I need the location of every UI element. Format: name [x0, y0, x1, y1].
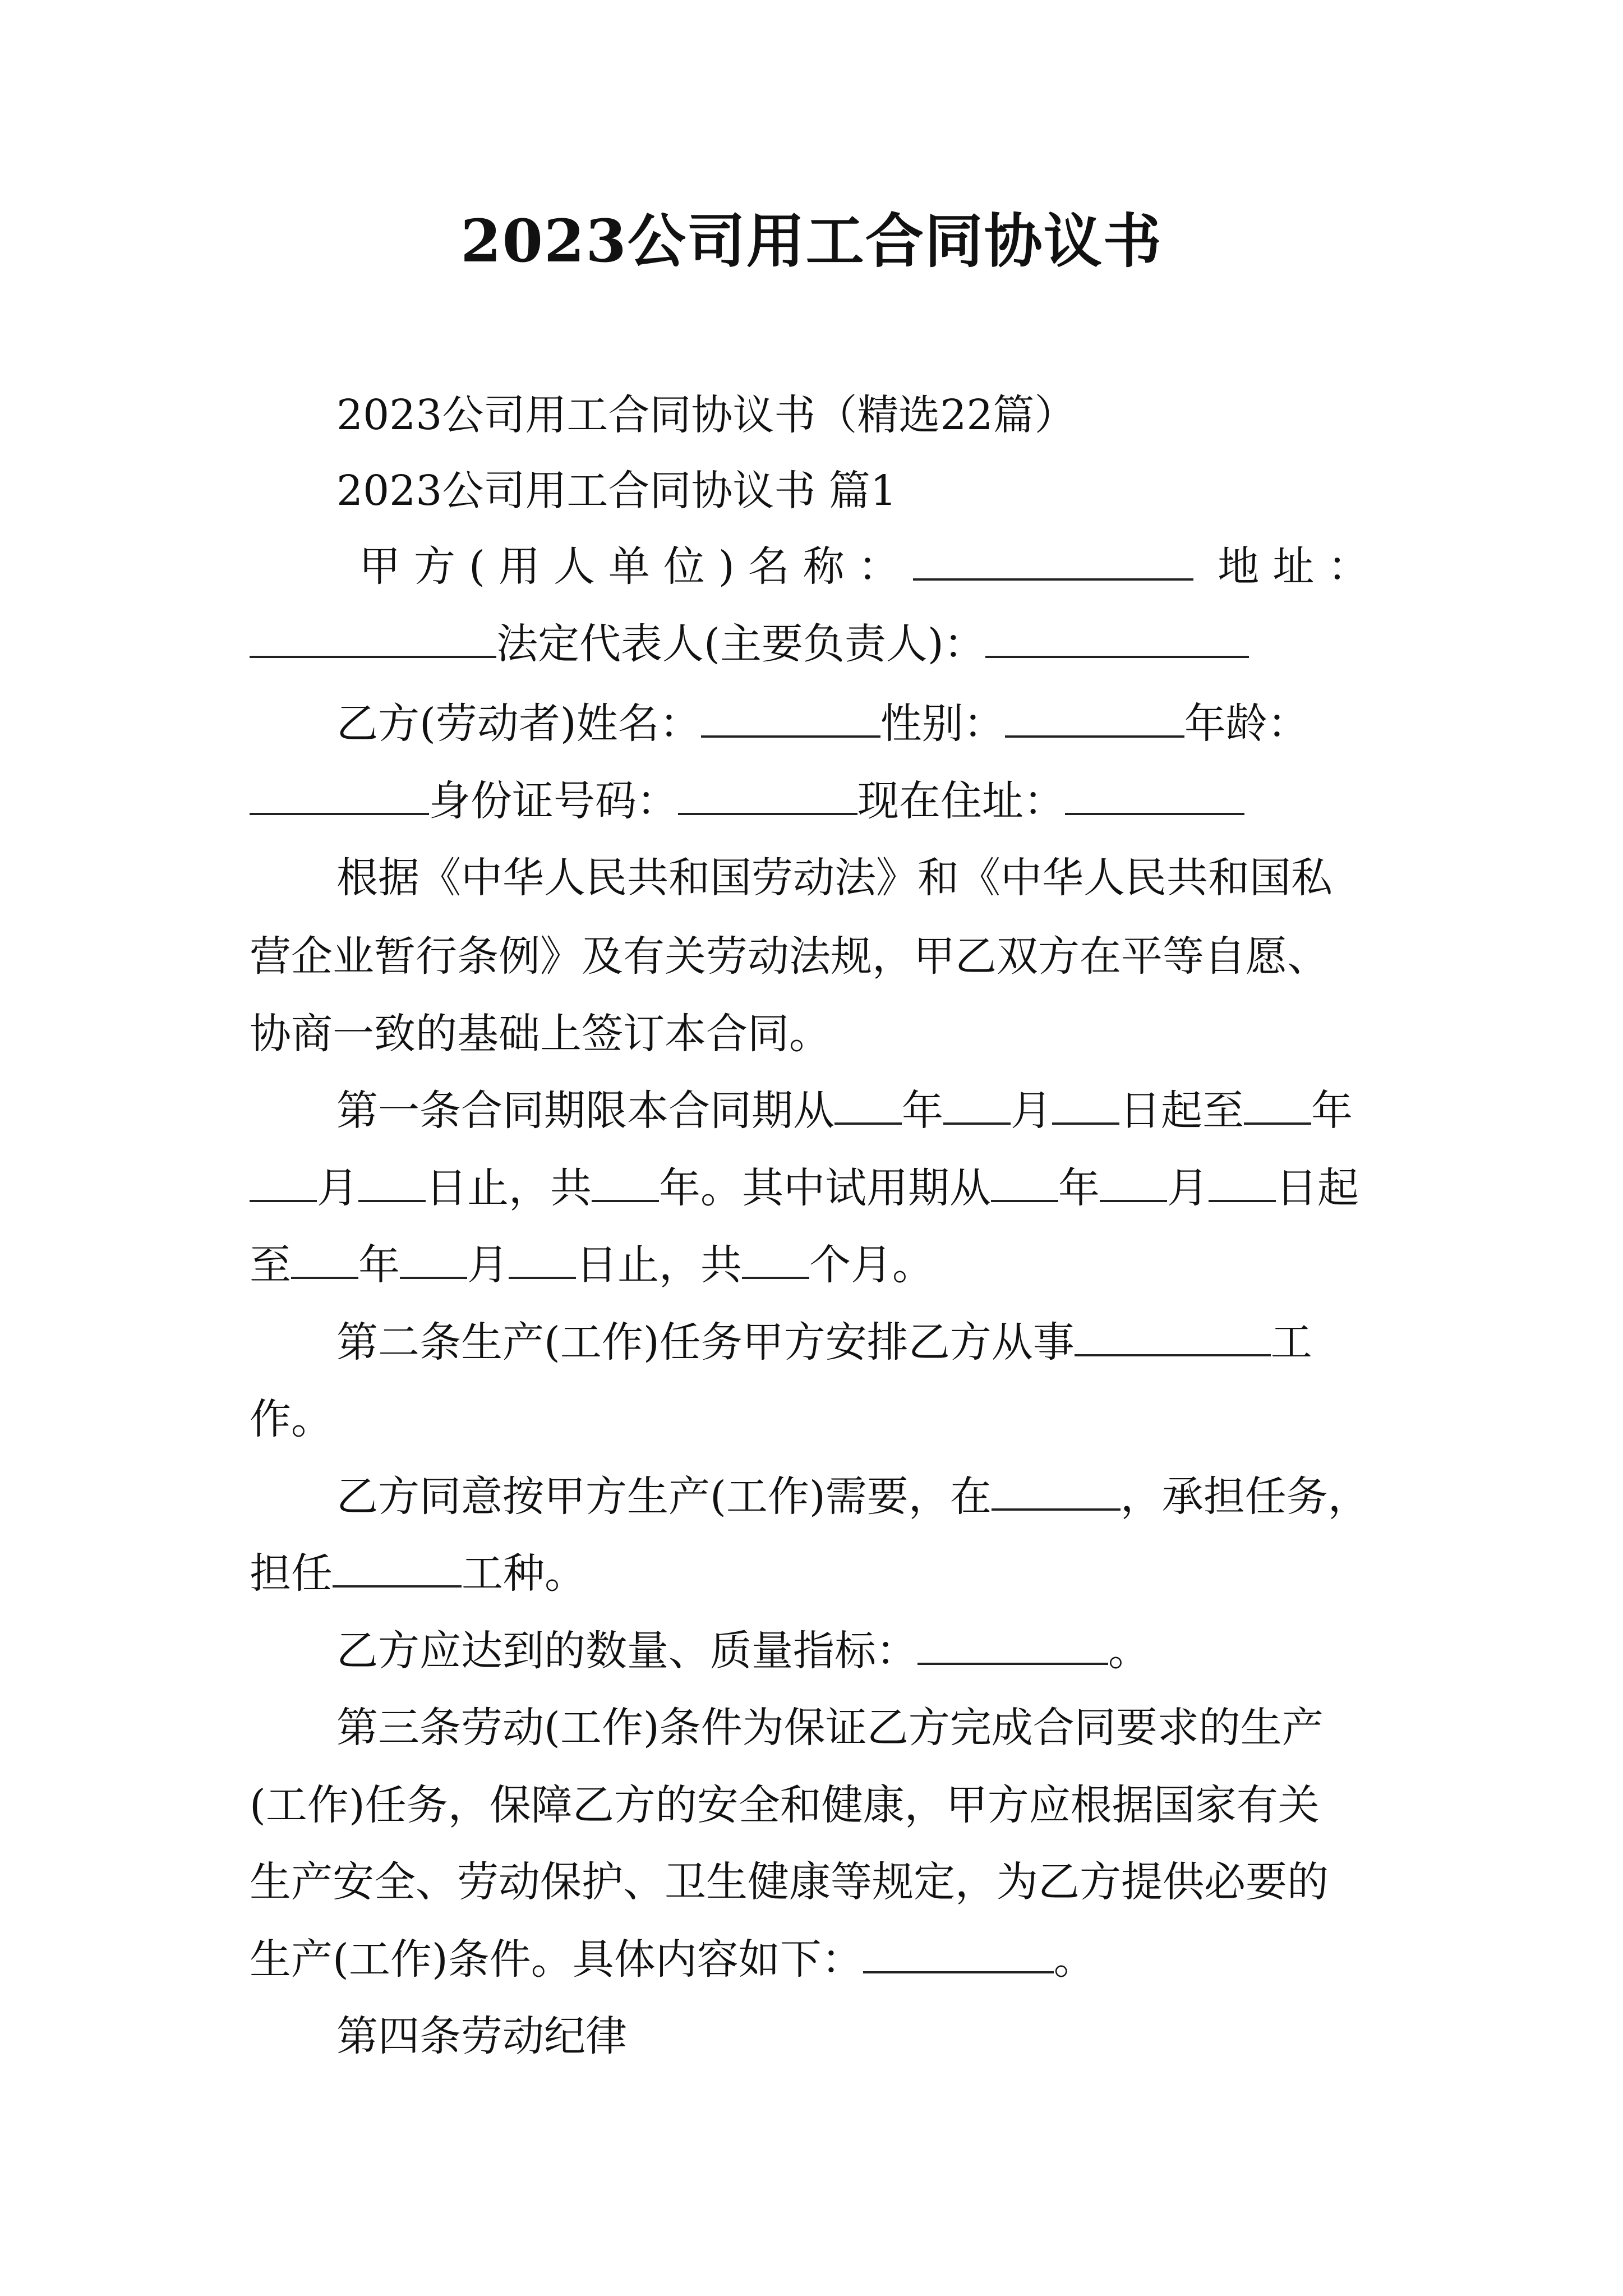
article-2-line-1: [336, 1312, 1402, 1373]
art2-text: 。: [1108, 1627, 1150, 1675]
blank: [943, 1090, 1011, 1125]
blank: [1244, 1090, 1311, 1125]
basis-line-2: 营企业暂行条例》及有关劳动法规，甲乙双方在平等自愿、: [250, 932, 1329, 981]
art3-text: 。: [1053, 1935, 1095, 1984]
article-2-para-3: [336, 1620, 1402, 1682]
party-b-residence-blank: [1065, 780, 1244, 815]
art1-text: 日止，共: [426, 1164, 592, 1212]
blank: [863, 1939, 1054, 1973]
art1-text: 月: [1167, 1164, 1209, 1212]
party-b-gender-blank: [1005, 703, 1184, 738]
party-b-gender-label: 性别：: [880, 700, 1005, 748]
art1-text: 第一条合同期限本合同期从: [336, 1087, 834, 1135]
art3-text: 生产(工作)条件。具体内容如下：: [250, 1935, 863, 1984]
blank: [1052, 1090, 1119, 1125]
art2-text: 乙方应达到的数量、质量指标：: [336, 1627, 917, 1675]
article-3-line-2: (工作)任务，保障乙方的安全和健康，甲方应根据国家有关: [250, 1781, 1320, 1829]
article-1-line-1: [336, 1080, 1402, 1142]
blank: [1209, 1167, 1276, 1202]
party-b-id-blank: [678, 780, 857, 815]
blank: [509, 1244, 576, 1279]
party-a-name-blank: [913, 546, 1193, 581]
article-3-line-3: 生产安全、劳动保护、卫生健康等规定，为乙方提供必要的: [250, 1858, 1329, 1906]
blank: [991, 1167, 1058, 1202]
art2-text: 担任: [250, 1549, 333, 1598]
party-a-rep-blank: [985, 623, 1249, 658]
chapter-heading: 2023公司用工合同协议书 篇1: [336, 467, 897, 515]
blank: [742, 1244, 809, 1279]
document-subtitle: 2023公司用工合同协议书（精选22篇）: [336, 391, 1076, 439]
art1-text: 个月。: [809, 1241, 934, 1289]
party-a-rep-label: 法定代表人(主要负责人)：: [496, 620, 985, 668]
party-b-residence-label: 现在住址：: [857, 777, 1065, 825]
art1-text: 月: [1011, 1087, 1052, 1135]
party-b-id-line: [250, 770, 1394, 832]
party-b-name-label: 乙方(劳动者)姓名：: [336, 700, 701, 748]
art1-text: 至: [250, 1241, 291, 1289]
party-a-line: [359, 536, 1503, 597]
art2-text: ，承担任务，: [1120, 1473, 1370, 1521]
party-a-address-label: 地址：: [1218, 542, 1383, 591]
party-b-age-label: 年龄：: [1184, 700, 1309, 748]
blank: [400, 1244, 467, 1279]
basis-line-1: 根据《中华人民共和国劳动法》和《中华人民共和国私: [336, 854, 1332, 902]
party-a-rep-line: [250, 613, 1394, 675]
blank: [358, 1167, 426, 1202]
blank: [1075, 1322, 1271, 1356]
article-2-para-2-line-1: [336, 1466, 1402, 1527]
blank: [291, 1244, 358, 1279]
blank: [992, 1476, 1121, 1511]
basis-line-3: 协商一致的基础上签订本合同。: [250, 1010, 831, 1058]
blank: [250, 1167, 317, 1202]
art1-text: 年: [1311, 1087, 1353, 1135]
document-title: 2023公司用工合同协议书: [460, 206, 1163, 275]
art1-text: 年: [1058, 1164, 1100, 1212]
party-a-name-label: 甲方(用人单位)名称：: [359, 542, 913, 591]
article-3-line-4: [250, 1929, 1394, 1990]
party-b-name-blank: [701, 703, 880, 738]
party-b-age-blank: [250, 780, 429, 815]
blank: [1100, 1167, 1167, 1202]
art2-text: 乙方同意按甲方生产(工作)需要，在: [336, 1473, 992, 1521]
party-b-line: [336, 693, 1402, 754]
article-3-line-1: 第三条劳动(工作)条件为保证乙方完成合同要求的生产: [336, 1704, 1324, 1752]
blank: [917, 1630, 1108, 1665]
party-b-id-label: 身份证号码：: [429, 777, 678, 825]
art2-text: 第二条生产(工作)任务甲方安排乙方从事: [336, 1318, 1075, 1366]
party-a-address-blank: [250, 623, 496, 658]
article-4-title: 第四条劳动纪律: [336, 2012, 627, 2060]
blank: [834, 1090, 902, 1125]
art1-text: 年: [358, 1241, 400, 1289]
article-2-line-2: 作。: [250, 1395, 333, 1443]
art1-text: 日止，共: [576, 1241, 742, 1289]
art2-text: 工种。: [462, 1549, 586, 1598]
art1-text: 年: [902, 1087, 943, 1135]
article-2-para-2-line-2: [250, 1543, 1394, 1604]
article-1-line-3: [250, 1234, 1394, 1296]
art1-text: 月: [467, 1241, 509, 1289]
art1-text: 日起: [1276, 1164, 1359, 1212]
art1-text: 年。其中试用期从: [659, 1164, 991, 1212]
blank: [333, 1553, 462, 1588]
art2-text: 工: [1270, 1318, 1312, 1366]
art1-text: 月: [317, 1164, 358, 1212]
art1-text: 日起至: [1119, 1087, 1244, 1135]
article-1-line-2: [250, 1157, 1394, 1219]
blank: [592, 1167, 659, 1202]
